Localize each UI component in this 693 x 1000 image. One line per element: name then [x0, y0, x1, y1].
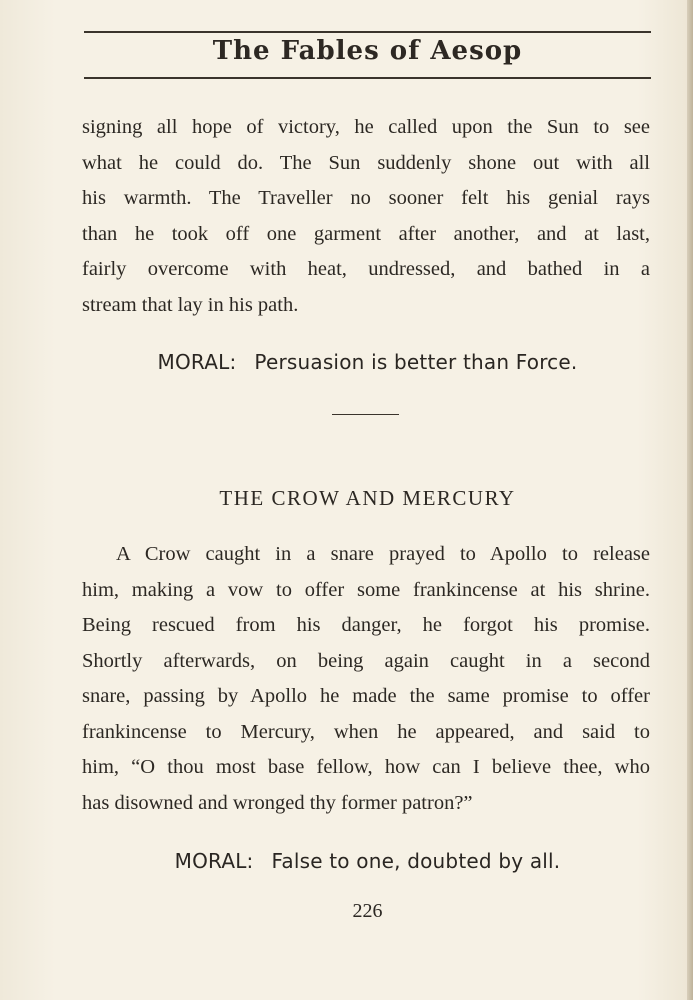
moral-label: MORAL:: [174, 849, 254, 873]
moral-line: [84, 849, 651, 873]
section-divider: [332, 414, 399, 415]
fable-title: THE CROW AND MERCURY: [219, 486, 516, 510]
text-line: has disowned and wronged thy former patron?”: [82, 791, 473, 814]
text-line: fairly overcome with heat, undressed, and bathed in a: [82, 258, 650, 280]
text-line: stream that lay in his path.: [82, 293, 299, 316]
fable-paragraph: [82, 537, 650, 821]
text-line: him, making a vow to offer some frankincense at his shrine.: [82, 578, 650, 601]
page-number: 226: [352, 900, 383, 922]
moral-line: [84, 350, 651, 374]
text-line: what he could do. The Sun suddenly shone out with all: [82, 151, 650, 174]
text-line: frankincense to Mercury, when he appeared, and said to: [82, 720, 650, 743]
fable-continuation-paragraph: [82, 110, 650, 323]
running-head: The Fables of Aesop: [212, 36, 523, 66]
moral-text: False to one, doubted by all.: [271, 849, 561, 873]
text-line: him, “O thou most base fellow, how can I believe thee, who: [82, 756, 650, 778]
page-edge: [687, 0, 693, 1000]
text-line: than he took off one garment after another, and at last,: [82, 222, 650, 245]
text-line: A Crow caught in a snare prayed to Apollo to release: [116, 543, 650, 565]
moral-label: MORAL:: [157, 350, 237, 374]
text-line: signing all hope of victory, he called upon the Sun to see: [82, 116, 650, 138]
text-line: Shortly afterwards, on being again caught in a second: [82, 649, 650, 672]
header-rule-bottom: [84, 77, 651, 79]
text-line: his warmth. The Traveller no sooner felt his genial rays: [82, 187, 650, 209]
header-rule-top: [84, 31, 651, 33]
text-line: snare, passing by Apollo he made the same promise to offer: [82, 685, 650, 707]
moral-text: Persuasion is better than Force.: [254, 350, 578, 374]
text-line: Being rescued from his danger, he forgot his promise.: [82, 614, 650, 636]
